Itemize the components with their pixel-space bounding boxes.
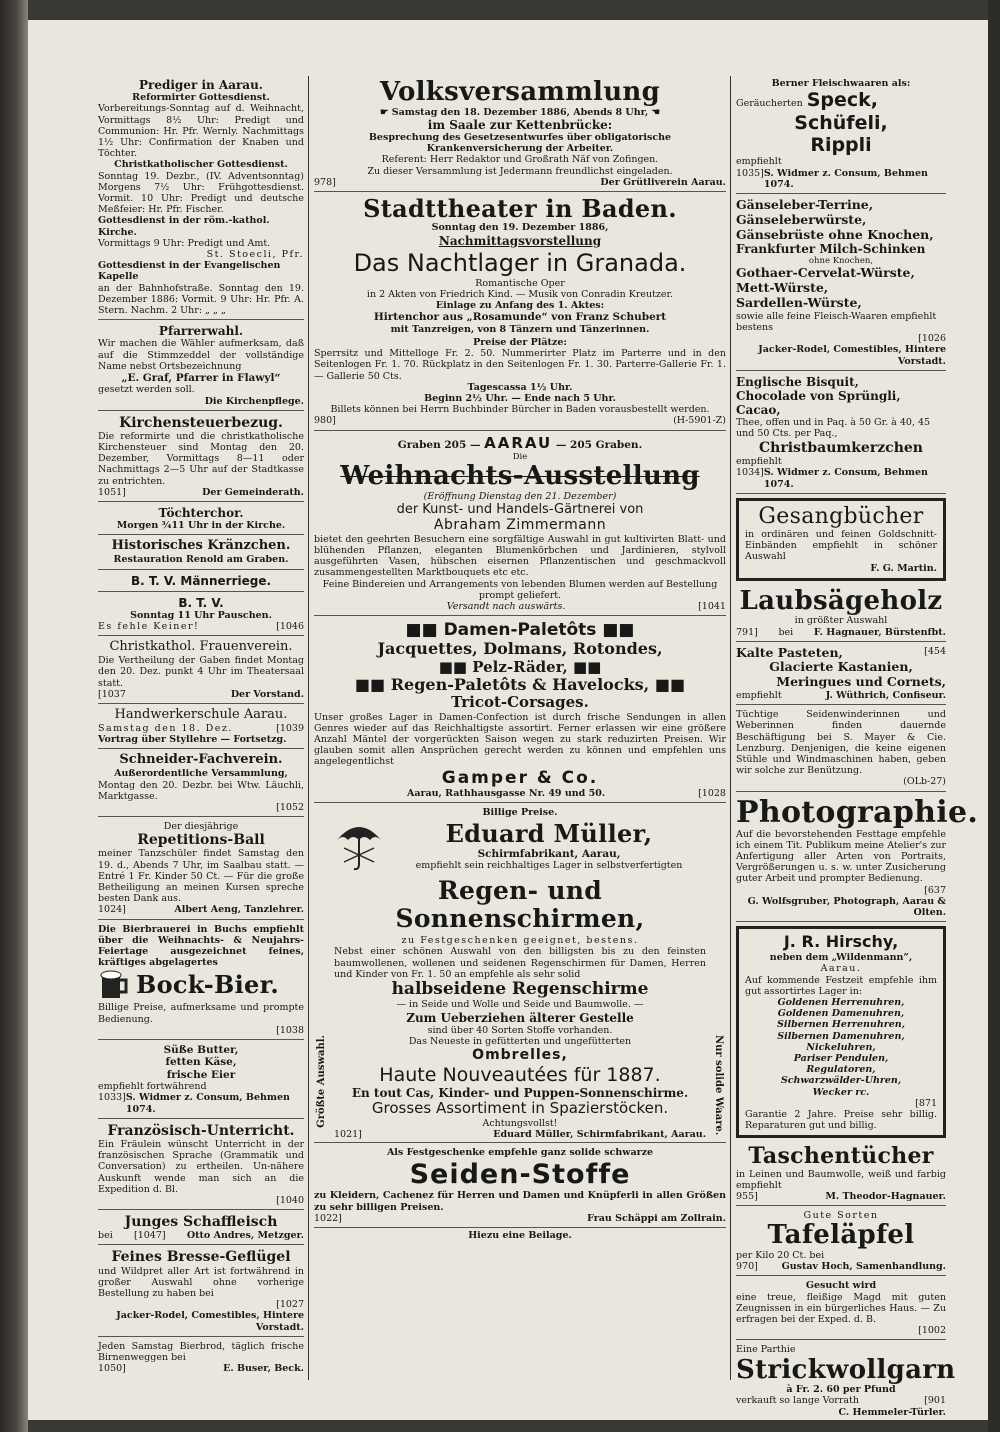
- beer-mug-icon: [98, 968, 132, 1002]
- subheading: Christkatholischer Gottesdienst.: [114, 159, 288, 171]
- ad-weberinnen: [736, 707, 946, 791]
- ad-line: Zum Ueberziehen älterer Gestelle: [406, 1010, 634, 1025]
- ad-ref: [637: [924, 884, 946, 896]
- ad-text: in ordinären und feinen Goldschnitt-Einbänden empfiehlt in schöner Auswahl: [745, 528, 937, 563]
- ad-ref: [1028: [698, 787, 726, 799]
- ad-place: im Saale zur Kettenbrücke:: [427, 117, 613, 132]
- ad-handwerkerschule: [98, 706, 304, 749]
- ad-schaffleisch: [98, 1212, 304, 1245]
- ad-text: empfiehlt sein reichhaltiges Lager in selbstverfertigten: [415, 859, 683, 871]
- ad-line: Haute Nouveautées für 1887.: [379, 1063, 661, 1086]
- ad-title: Gesangbücher: [758, 503, 924, 529]
- ad-text: an der Bahnhofstraße. Sonntag den 19. Dezember 1886: Vormit. 9 Uhr: Hr. Pfr. A. Stern. Nachm. 2 Uhr: „ „ „: [98, 282, 304, 317]
- list-item: Goldenen Herrenuhren,: [777, 996, 905, 1008]
- supplement-note: Hiezu eine Beilage.: [468, 1230, 572, 1242]
- ad-title: J. R. Hirschy,: [783, 932, 899, 952]
- page-edge: [988, 0, 1000, 1432]
- ad-line: Tricot-Corsages.: [451, 693, 589, 712]
- ad-line: Glacierte Kastanien,: [769, 659, 913, 675]
- ad-text: Billige Preise, aufmerksame und prompte Bedienung.: [98, 1002, 304, 1025]
- ad-toechterchor: [98, 504, 304, 535]
- list-item: Nickeluhren,: [806, 1041, 876, 1053]
- ad-line: Gänseleber-Terrine,: [736, 197, 874, 213]
- newspaper-page: [28, 20, 988, 1420]
- ad-ref: 1024]: [98, 904, 126, 916]
- ad-title: Weihnachts-Ausstellung: [340, 461, 700, 492]
- ad-title: Handwerkerschule Aarau.: [114, 707, 288, 723]
- ad-title: Kirchensteuerbezug.: [119, 414, 283, 431]
- ad-line: Gothaer-Cervelat-Würste,: [736, 265, 915, 281]
- ad-line: frische Eier: [166, 1068, 236, 1081]
- ad-pre: bei: [778, 626, 794, 638]
- ad-line: ■■ Pelz-Räder, ■■: [438, 657, 602, 676]
- signature: Jacker-Rodel, Comestibles, Hintere Vorstadt.: [758, 344, 946, 367]
- ad-text: Zu dieser Versammlung ist Jedermann freundlichst eingeladen.: [367, 165, 673, 177]
- ad-pre: Als Festgeschenke empfehle ganz solide schwarze: [386, 1147, 654, 1159]
- umbrella-icon: [334, 818, 384, 874]
- ad-ref: 791]: [736, 626, 758, 638]
- signature: Albert Aeng, Tanzlehrer.: [174, 904, 304, 916]
- ad-text: empfiehlt: [736, 156, 782, 168]
- signature: Der Grütliverein Aarau.: [600, 176, 726, 188]
- ad-laubsaegeholz: [736, 585, 946, 642]
- ad-date: ☛ Samstag den 18. Dezember 1886, Abends 8 Uhr, ☚: [379, 106, 661, 118]
- ad-title: Französisch-Unterricht.: [107, 1122, 295, 1139]
- ad-text: meiner Tanzschüler findet Samstag den 19. d., Abends 7 Uhr, im Saalbau statt. — Entré 1 Fr. Kinder 50 Ct. — Für die große Betheiligung an meinen Kursen spreche besten Dank aus.: [98, 848, 304, 905]
- side-text: Nur solide Waare.: [713, 1034, 724, 1136]
- ad-title: Seiden-Stoffe: [409, 1158, 631, 1190]
- subheading: Gottesdienst in der röm.-kathol. Kirche.: [98, 215, 270, 238]
- item-list: [745, 997, 937, 1098]
- signature: Der Vorstand.: [230, 688, 304, 700]
- ad-text: Billets können bei Herrn Buchbinder Bürcher in Baden vorausbestellt werden.: [330, 404, 710, 416]
- ad-text: à Fr. 2. 60 per Pfund: [786, 1384, 896, 1396]
- ad-text: empfiehlt: [736, 456, 782, 468]
- ad-ref: 1021]: [334, 1129, 362, 1141]
- signature: M. Theodor-Hagnauer.: [825, 1190, 946, 1202]
- ad-highlight: „E. Graf, Pfarrer in Flawyl“: [121, 371, 281, 384]
- ad-topic: Besprechung des Gesetzesentwurfes über obligatorische Krankenversicherung der Arbeiter.: [368, 131, 672, 155]
- ad-text: Es fehle Keiner!: [98, 621, 200, 633]
- ad-ref: 980]: [314, 415, 336, 427]
- ad-ref: 1050]: [98, 1363, 126, 1375]
- ad-ref: [1026: [918, 333, 946, 345]
- ad-text: mit Tanzreigen, von 8 Tänzern und Tänzerinnen.: [390, 323, 650, 335]
- ad-ref: [871: [915, 1097, 937, 1109]
- ad-ref: 1051]: [98, 486, 126, 498]
- ad-line: Geräucherten: [736, 98, 803, 110]
- ad-title: Feines Bresse-Geflügel: [111, 1249, 291, 1266]
- ad-text: Sonntag 11 Uhr Pauschen.: [130, 609, 272, 621]
- signature: Gustav Hoch, Samenhandlung.: [781, 1261, 946, 1273]
- column-rule: [730, 76, 731, 1380]
- ad-bierbrod: [98, 1339, 304, 1378]
- ad-text: Auf kommende Festzeit empfehle ihm gut assortirtes Lager in:: [745, 974, 937, 997]
- subheading: Außerordentliche Versammlung,: [114, 768, 288, 780]
- ad-pre: Gute Sorten: [803, 1210, 879, 1222]
- ad-title: Laubsägeholz: [739, 585, 943, 616]
- ad-title: Prediger in Aarau.: [138, 78, 263, 92]
- ad-weihnachtsausstellung: [314, 433, 726, 617]
- ad-text: Beginn 2½ Uhr. — Ende nach 5 Uhr.: [424, 392, 616, 404]
- ad-ref: 955]: [736, 1190, 758, 1202]
- ad-text: Referent: Herr Redaktor und Großrath Näf von Zofingen.: [381, 154, 659, 166]
- ad-text: (Eröffnung Dienstag den 21. Dezember): [423, 490, 617, 502]
- ad-line: ohne Knochen,: [808, 256, 874, 267]
- ad-pre: Eine Parthie: [736, 1344, 796, 1356]
- ad-title: Schüfeli,: [794, 111, 888, 134]
- ad-text: per Kilo 20 Ct. bei: [736, 1249, 825, 1261]
- signature: J. Wüthrich, Confiseur.: [825, 689, 946, 701]
- ad-text: Tüchtige Seidenwinderinnen und Weberinnen finden dauernde Beschäftigung bei S. Mayer & Cie. Lenzburg. Denjenigen, die keine eigenen Stühle und Windmaschinen haben, geben wir solche zur Benützung.: [736, 709, 946, 777]
- column-rule: [308, 76, 309, 1380]
- ad-ref: 1033]: [98, 1092, 126, 1104]
- signature: F. G. Martin.: [870, 562, 937, 574]
- ad-ref: [1002: [918, 1325, 946, 1337]
- ad-seidenstoffe: [314, 1145, 726, 1228]
- ad-text: empfiehlt fortwährend: [98, 1081, 207, 1093]
- ad-line: Ombrelles,: [472, 1047, 568, 1064]
- signature: E. Buser, Beck.: [223, 1363, 304, 1375]
- ad-line: Gänseleberwürste,: [736, 211, 867, 227]
- list-item: Goldenen Damenuhren,: [777, 1008, 905, 1020]
- ad-pre: bei: [98, 1230, 113, 1242]
- ad-text: Das Neueste in gefütterten und ungefütterten: [408, 1036, 632, 1048]
- firm-name: Gamper & Co.: [441, 767, 599, 788]
- ad-text: Die Bierbrauerei in Buchs empfiehlt über die Weihnachts- & Neujahrs-Feiertage ausgezeichnet feines, kräftiges abgelagertes: [98, 923, 304, 969]
- ad-line: Meringues und Cornets,: [776, 674, 946, 690]
- ad-text: zu Kleidern, Cachenez für Herren und Damen und Knüpferli in allen Größen zu sehr billigen Preisen.: [314, 1190, 726, 1213]
- ad-mueller: [314, 805, 726, 1144]
- list-item: Silbernen Damenuhren,: [777, 1030, 905, 1042]
- ad-title: Tafeläpfel: [767, 1220, 915, 1251]
- ad-line: ■■ Regen-Paletôts & Havelocks, ■■: [354, 674, 686, 694]
- ad-title: Regen- und Sonnenschirmen,: [395, 876, 645, 933]
- ad-name: Abraham Zimmermann: [433, 517, 607, 534]
- signature: C. Hemmeler-Türler.: [838, 1406, 946, 1418]
- ad-text: Morgen ¾11 Uhr in der Kirche.: [116, 520, 286, 532]
- ad-hirschy: [736, 926, 946, 1138]
- book-binding: [0, 0, 28, 1432]
- ad-text: Achtungsvollst!: [482, 1117, 558, 1129]
- ad-line: Frankfurter Milch-Schinken: [736, 242, 926, 257]
- ad-line: Sardellen-Würste,: [736, 294, 862, 310]
- ad-line-text: Damen-Paletôts: [443, 620, 597, 641]
- subheading: Gottesdienst in der Evangelischen Kapelle: [98, 260, 281, 283]
- ad-text: Auf die bevorstehenden Festtage empfehle ich einem Tit. Publikum meine Atelier's zur Anfertigung aller Arten von Portraits, Vergrößerungen u. s. w. unter Zusicherung guter Arbeit und prompter Bedienung.: [736, 828, 946, 885]
- signature: Jacker-Rodel, Comestibles, Hintere Vorstadt.: [116, 1310, 304, 1333]
- ad-ref: 1034]: [736, 467, 764, 479]
- list-item: Schwarzwälder-Uhren,: [780, 1075, 902, 1087]
- ad-ref: [1039: [276, 722, 304, 734]
- ad-line: Süße Butter,: [163, 1044, 239, 1057]
- ad-line: Berner Fleischwaaren als:: [771, 78, 911, 89]
- ad-text: — in Seide und Wolle und Seide und Baumwolle. —: [396, 999, 644, 1011]
- ad-ref: [1046: [276, 621, 304, 633]
- ad-place: Aarau.: [820, 963, 862, 975]
- subheading: Reformirter Gottesdienst.: [132, 92, 270, 104]
- ad-title: Historisches Kränzchen.: [111, 538, 291, 554]
- ad-ref: [1027: [276, 1299, 304, 1311]
- ad-frauenverein: [98, 638, 304, 704]
- ad-taschentuecher: [736, 1142, 946, 1206]
- ad-text: Montag den 20. Dezbr. bei Wtw. Läuchli, Marktgasse.: [98, 779, 304, 802]
- middle-column: [314, 76, 726, 1402]
- ad-title: Repetitions-Ball: [137, 832, 265, 849]
- play-title: Das Nachtlager in Granada.: [353, 248, 687, 277]
- ad-pre: Billige Preise.: [482, 806, 558, 818]
- signature: S. Widmer z. Consum, Behmen 1074.: [763, 467, 928, 490]
- ad-text: Garantie 2 Jahre. Preise sehr billig. Reparaturen gut und billig.: [745, 1108, 937, 1132]
- address: Aarau, Rathhausgasse Nr. 49 und 50.: [406, 787, 606, 799]
- signature: Frau Schäppi am Zollrain.: [587, 1212, 726, 1224]
- list-item: Wecker rc.: [812, 1086, 870, 1098]
- ad-line: Gänsebrüste ohne Knochen,: [736, 226, 934, 242]
- ad-ref: [1037: [98, 688, 126, 700]
- signature: S. Widmer z. Consum, Behmen 1074.: [125, 1092, 290, 1115]
- signature: Eduard Müller, Schirmfabrikant, Aarau.: [493, 1129, 706, 1141]
- ad-text: Versandt nach auswärts.: [446, 601, 566, 613]
- address: — 205 Graben.: [555, 438, 643, 451]
- ad-tafelaepfel: [736, 1208, 946, 1276]
- ad-text: Sperrsitz und Mittelloge Fr. 2. 50. Nummerirter Platz im Parterre und in den Seitenlogen Fr. 1. 70. Rückplatz in den Seitenlogen Fr. 1. 30. Parterre-Gallerie Fr. 1. — Gallerie 50 Cts.: [314, 348, 726, 382]
- ad-franzoesisch: [98, 1121, 304, 1210]
- right-column: [736, 76, 979, 1418]
- ad-subtitle: Nachmittagsvorstellung: [438, 233, 602, 248]
- ad-title: B. T. V.: [178, 595, 224, 610]
- ad-line: Christbaumkerzchen: [759, 439, 923, 456]
- ad-text: Vorbereitungs-Sonntag auf d. Weihnacht, Vormittags 8½ Uhr: Predigt und Communion: Hr. Pfr. Wernly. Nachmittags 1½ Uhr: Confirmation der Knaben und Töchter.: [98, 103, 304, 160]
- ad-text: Ein Fräulein wünscht Unterricht in der französischen Sprache (Grammatik und Conversation) zu ertheilen. Un-nähere Auskunft wende man sich an die Expedition d. Bl.: [98, 1138, 304, 1195]
- ad-text: Nebst einer schönen Auswahl von den billigsten bis zu den feinsten baumwollenen, wollenen und seidenen Regenschirmen für Damen, Herren und Kinder von Fr. 1. 50 an empfehle als sehr solid: [334, 946, 706, 980]
- ad-text: empfiehlt: [736, 689, 782, 701]
- ad-text: Die reformirte und die christkatholische Kirchensteuer sind Montag den 20. Dezember, Vormittags 8—11 oder Nachmittags 2—5 Uhr auf der Stadtkasse zu entrichten.: [98, 430, 304, 487]
- ad-ref: (OLb-27): [903, 776, 946, 788]
- ad-title: Eduard Müller,: [445, 819, 653, 849]
- ad-line: fetten Käse,: [165, 1056, 237, 1069]
- left-column: [98, 76, 304, 1402]
- ad-strickwollgarn: [736, 1342, 956, 1420]
- ad-btv-maennerriege: [98, 572, 304, 592]
- ad-text: Einlage zu Anfang des 1. Aktes:: [435, 300, 605, 312]
- signature: F. Hagnauer, Bürstenfbt.: [813, 626, 946, 638]
- ad-ref: 1022]: [314, 1212, 342, 1224]
- ad-prediger: [98, 76, 304, 320]
- ad-text: bietet den geehrten Besuchern eine sorgfältige Auswahl in gut kultivirten Blatt- und blühenden Pflanzen, eleganten Blumenkörbchen und Jardinieren, stylvoll ausgeführten Vasen, hübschen eisernen Pflanzentischen und geschmackvoll zusammengestellten Marktbouquets etc etc.: [314, 533, 726, 579]
- ad-title: Speck,: [806, 89, 878, 112]
- city: AARAU: [484, 433, 553, 452]
- ad-text: Restauration Renold am Graben.: [113, 554, 289, 566]
- ad-text: der Kunst- und Handels-Gärtnerei von: [396, 502, 644, 518]
- ad-schneider: [98, 751, 304, 817]
- signature: St. Stoecli, Pfr.: [206, 249, 304, 260]
- ad-title: Rippli: [810, 134, 872, 157]
- ad-line: Mett-Würste,: [736, 280, 829, 296]
- ad-photographie: [736, 794, 979, 923]
- list-item: Regulatoren,: [806, 1064, 876, 1076]
- ad-text: in 2 Akten von Friedrich Kind. — Musik von Conradin Kreutzer.: [366, 288, 674, 300]
- ad-text: und Wildpret aller Art ist fortwährend in großer Auswahl ohne vorherige Bestellung zu haben bei: [98, 1265, 304, 1299]
- ad-line-text: Regen-Paletôts & Havelocks,: [390, 674, 650, 694]
- ad-text: in größter Auswahl: [794, 615, 888, 627]
- ad-kirchensteuer: [98, 413, 304, 502]
- ad-line: Jacquettes, Dolmans, Rotondes,: [377, 639, 663, 659]
- ad-line: En tout Cas, Kinder- und Puppen-Sonnenschirme.: [351, 1086, 689, 1101]
- ad-berner: [736, 76, 946, 194]
- ad-title: Junges Schaffleisch: [124, 1214, 278, 1231]
- ad-text: Hirtenchor aus „Rosamunde“ von Franz Schubert: [373, 311, 667, 324]
- ad-text: gesetzt werden soll.: [98, 384, 195, 396]
- ad-pre: Der diesjährige: [163, 821, 239, 833]
- ad-text: sind über 40 Sorten Stoffe vorhanden.: [427, 1024, 613, 1036]
- ad-text: Schirmfabrikant, Aarau,: [477, 847, 621, 860]
- ad-butter: [98, 1042, 304, 1119]
- ad-text: Feine Bindereien und Arrangements von lebenden Blumen werden auf Bestellung prompt geliefert.: [322, 578, 718, 601]
- ad-bockbier: [98, 922, 304, 1040]
- subheading: Preise der Plätze:: [473, 336, 567, 348]
- signature: Die Kirchenpflege.: [204, 395, 304, 407]
- list-item: Silbernen Herrenuhren,: [777, 1019, 905, 1031]
- ad-text: Die Vertheilung der Gaben findet Montag den 20. Dez. punkt 4 Uhr im Theatersaal statt.: [98, 655, 304, 689]
- ad-ref: [454: [924, 645, 946, 657]
- ad-ball: [98, 819, 304, 920]
- ad-ref: 1035]: [736, 167, 764, 179]
- ad-text: Romantische Oper: [475, 277, 565, 289]
- ad-ref: [1040: [276, 1194, 304, 1206]
- ad-title: Gesucht wird: [805, 1280, 877, 1292]
- ad-text: Sonntag 19. Dezbr., (IV. Adventsonntag) Morgens 7½ Uhr: Frühgottesdienst. Vormit. 10 Uhr: Predigt und deutsche Meßfeier: Hr. Pfr. Fischer.: [98, 170, 304, 216]
- ad-line: Grosses Assortiment in Spazierstöcken.: [371, 1099, 669, 1118]
- signature: Der Gemeinderath.: [202, 486, 304, 498]
- signature: Otto Andres, Metzger.: [186, 1230, 304, 1242]
- ad-ref: [1047]: [134, 1230, 166, 1242]
- ad-line: Thee, offen und in Paq. à 50 Gr. à 40, 45 und 50 Cts. per Paq.,: [736, 417, 931, 440]
- ad-gamper: [314, 618, 726, 803]
- ad-title: Pfarrerwahl.: [158, 324, 244, 339]
- address: Graben 205 —: [397, 438, 481, 451]
- ad-text: eine treue, fleißige Magd mit guten Zeugnissen in ein bürgerliches Haus. — Zu erfragen bei der Exped. d. B.: [736, 1291, 946, 1325]
- ad-kraenzchen: [98, 537, 304, 569]
- ad-ref: 978]: [314, 176, 336, 188]
- ad-text: Vormittags 9 Uhr: Predigt und Amt.: [98, 237, 271, 249]
- ad-date-text: Samstag den 18. Dezember 1886, Abends 8 Uhr,: [391, 106, 649, 118]
- ad-ref: (H-5901-Z): [673, 415, 726, 427]
- ad-widmer: [736, 373, 946, 494]
- ad-title: Strickwollgarn: [736, 1354, 956, 1385]
- ad-line: halbseidene Regenschirme: [391, 978, 649, 999]
- ad-pfarrwahl: [98, 322, 304, 411]
- ad-pre: Die: [512, 452, 528, 463]
- ad-magd: [736, 1278, 946, 1340]
- ad-date: Sonntag den 19. Dezember 1886,: [431, 222, 609, 234]
- ad-text: verkauft so lange Vorrath: [736, 1395, 859, 1407]
- ad-line: ■■ Damen-Paletôts ■■: [405, 620, 635, 641]
- ad-volksversammlung: [314, 76, 726, 192]
- ad-title: Volksversammlung: [379, 77, 661, 107]
- ad-ref: [1041: [698, 601, 726, 613]
- ad-gefluegel: [98, 1247, 304, 1336]
- ad-text: in Leinen und Baumwolle, weiß und farbig empfiehlt: [736, 1168, 946, 1191]
- ad-title: B. T. V. Männerriege.: [130, 573, 272, 588]
- ad-subtitle: neben dem „Wildenmann“,: [769, 952, 913, 964]
- ad-title: Taschentücher: [748, 1143, 934, 1170]
- ad-title: Stadttheater in Baden.: [363, 193, 677, 223]
- signature: S. Widmer z. Consum, Behmen 1074.: [763, 167, 928, 190]
- side-text: Größte Auswahl.: [316, 1034, 327, 1128]
- ad-title: Christkathol. Frauenverein.: [109, 639, 293, 655]
- ad-text: zu Festgeschenken geeignet, bestens.: [401, 935, 639, 947]
- ad-text: Samstag den 18. Dez.: [98, 722, 233, 734]
- ad-line: Kalte Pasteten,: [736, 644, 843, 660]
- ad-title: Photographie.: [736, 794, 979, 830]
- ad-text: Vortrag über Styllehre — Fortsetzg.: [98, 734, 287, 746]
- ad-title: Schneider-Fachverein.: [119, 752, 283, 768]
- ad-line: Chocolade von Sprüngli,: [736, 388, 901, 403]
- ad-gesangbuecher: [736, 498, 946, 581]
- ad-ref: [901: [924, 1395, 946, 1407]
- ad-line-text: Pelz-Räder,: [472, 657, 568, 676]
- ad-ref: 970]: [736, 1261, 758, 1273]
- ad-text: Tagescassa 1½ Uhr.: [467, 381, 573, 393]
- ad-ref: [1038: [276, 1024, 304, 1036]
- ad-ref: [1052: [276, 801, 304, 813]
- ad-text: Wir machen die Wähler aufmerksam, daß auf die Stimmzeddel der vollständige Name nebst Ortsbezeichnung: [98, 338, 304, 372]
- ad-title: Töchterchor.: [158, 506, 244, 521]
- signature: G. Wolfsgruber, Photograph, Aarau & Olten.: [747, 895, 946, 919]
- ad-text: Unser großes Lager in Damen-Confection ist durch frische Sendungen in allen Genres wieder auf das Reichhaltigste assortirt. Ferner erlassen wir eine größere Anzahl Mäntel der vorgerückten Saison wegen zu stark reduzirten Preisen. Wir glauben somit allen Ansprüchen gerecht werden zu können und empfehlen uns angelegentlichst: [314, 711, 726, 768]
- list-item: Pariser Pendulen,: [793, 1052, 889, 1064]
- ad-text: sowie alle feine Fleisch-Waaren empfiehlt bestens: [736, 310, 937, 333]
- ad-title: Bock-Bier.: [136, 970, 279, 1000]
- ad-jacker: [736, 196, 946, 371]
- ad-line: Englische Bisquit,: [736, 374, 859, 389]
- ad-btv: [98, 594, 304, 637]
- ad-stadttheater: [314, 194, 726, 431]
- ad-pasteten: [736, 644, 946, 705]
- ad-text: Jeden Samstag Bierbrod, täglich frische Birnenweggen bei: [98, 1340, 304, 1363]
- ad-header: [314, 435, 726, 453]
- ad-line: Cacao,: [736, 403, 781, 418]
